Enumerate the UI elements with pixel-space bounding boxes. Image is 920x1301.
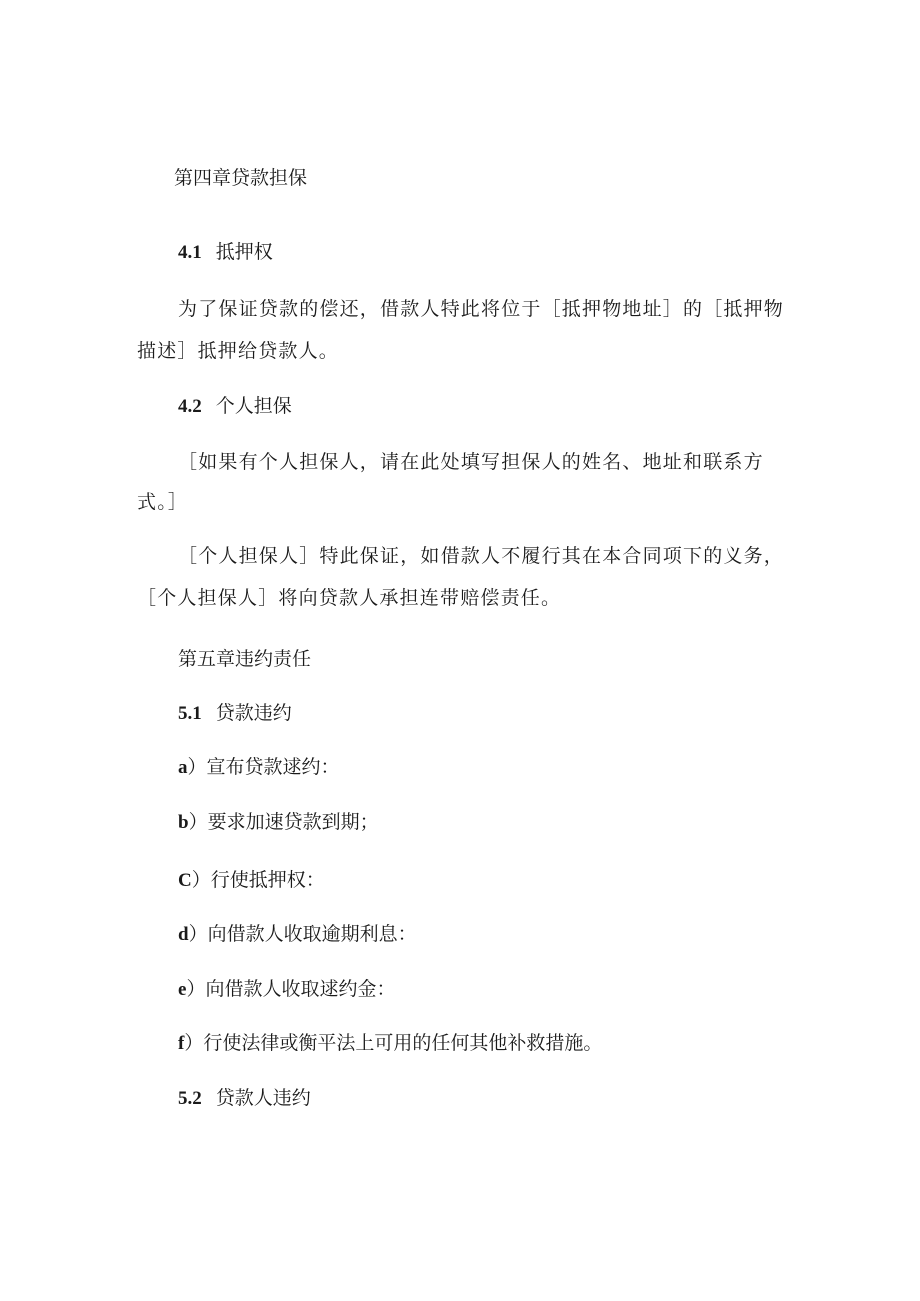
section-title: 贷款人违约	[215, 1087, 311, 1109]
section-4-2-heading	[178, 394, 292, 419]
list-item-text: ）向借款人收取逑约金：	[186, 978, 396, 1000]
list-item-a	[178, 755, 340, 780]
list-item-letter: C	[178, 870, 192, 891]
list-item-text: ）向借款人收取逾期利息：	[188, 923, 417, 945]
list-item-text: ）要求加速贷款到期；	[188, 811, 379, 833]
list-item-e	[178, 977, 395, 1002]
section-5-2-heading	[178, 1086, 311, 1111]
section-title: 个人担保	[215, 395, 292, 417]
section-number: 5.2	[178, 1088, 202, 1109]
paragraph-4-2b-line-1: ［个人担保人］特此保证，如借款人不履行其在本合同项下的义务，	[178, 545, 785, 567]
section-4-1-heading	[178, 240, 273, 265]
list-item-text: ）行使抵押权：	[191, 869, 325, 891]
section-title: 抵押权	[215, 241, 273, 263]
list-item-letter: e	[178, 979, 187, 1000]
section-number: 4.2	[178, 396, 202, 417]
list-item-d	[178, 922, 417, 947]
paragraph-4-1-line-1: 为了保证贷款的偿还，借款人特此将位于［抵押物地址］的［抵押物	[178, 298, 785, 320]
list-item-f	[178, 1031, 602, 1056]
section-title: 贷款违约	[215, 702, 292, 724]
list-item-c	[178, 868, 325, 893]
paragraph-4-1-line-2: 描述］抵押给贷款人。	[137, 340, 340, 362]
list-item-letter: b	[178, 812, 189, 833]
list-item-letter: f	[178, 1033, 185, 1054]
paragraph-4-2a-line-2: 式。］	[137, 491, 189, 513]
paragraph-4-2b-line-2: ［个人担保人］将向贷款人承担连带赔偿责任。	[137, 587, 562, 609]
list-item-text: ）行使法律或衡平法上可用的任何其他补救措施。	[184, 1032, 603, 1054]
list-item-text: ）宣布贷款逑约：	[187, 756, 340, 778]
section-5-1-heading	[178, 701, 292, 726]
section-number: 5.1	[178, 703, 202, 724]
section-number: 4.1	[178, 242, 202, 263]
list-item-b	[178, 810, 379, 835]
list-item-letter: a	[178, 757, 188, 778]
paragraph-4-2a-line-1: ［如果有个人担保人，请在此处填写担保人的姓名、地址和联系方	[178, 451, 764, 473]
chapter-4-title: 第四章贷款担保	[174, 167, 308, 189]
list-item-letter: d	[178, 924, 189, 945]
chapter-5-title: 第五章违约责任	[178, 648, 312, 670]
